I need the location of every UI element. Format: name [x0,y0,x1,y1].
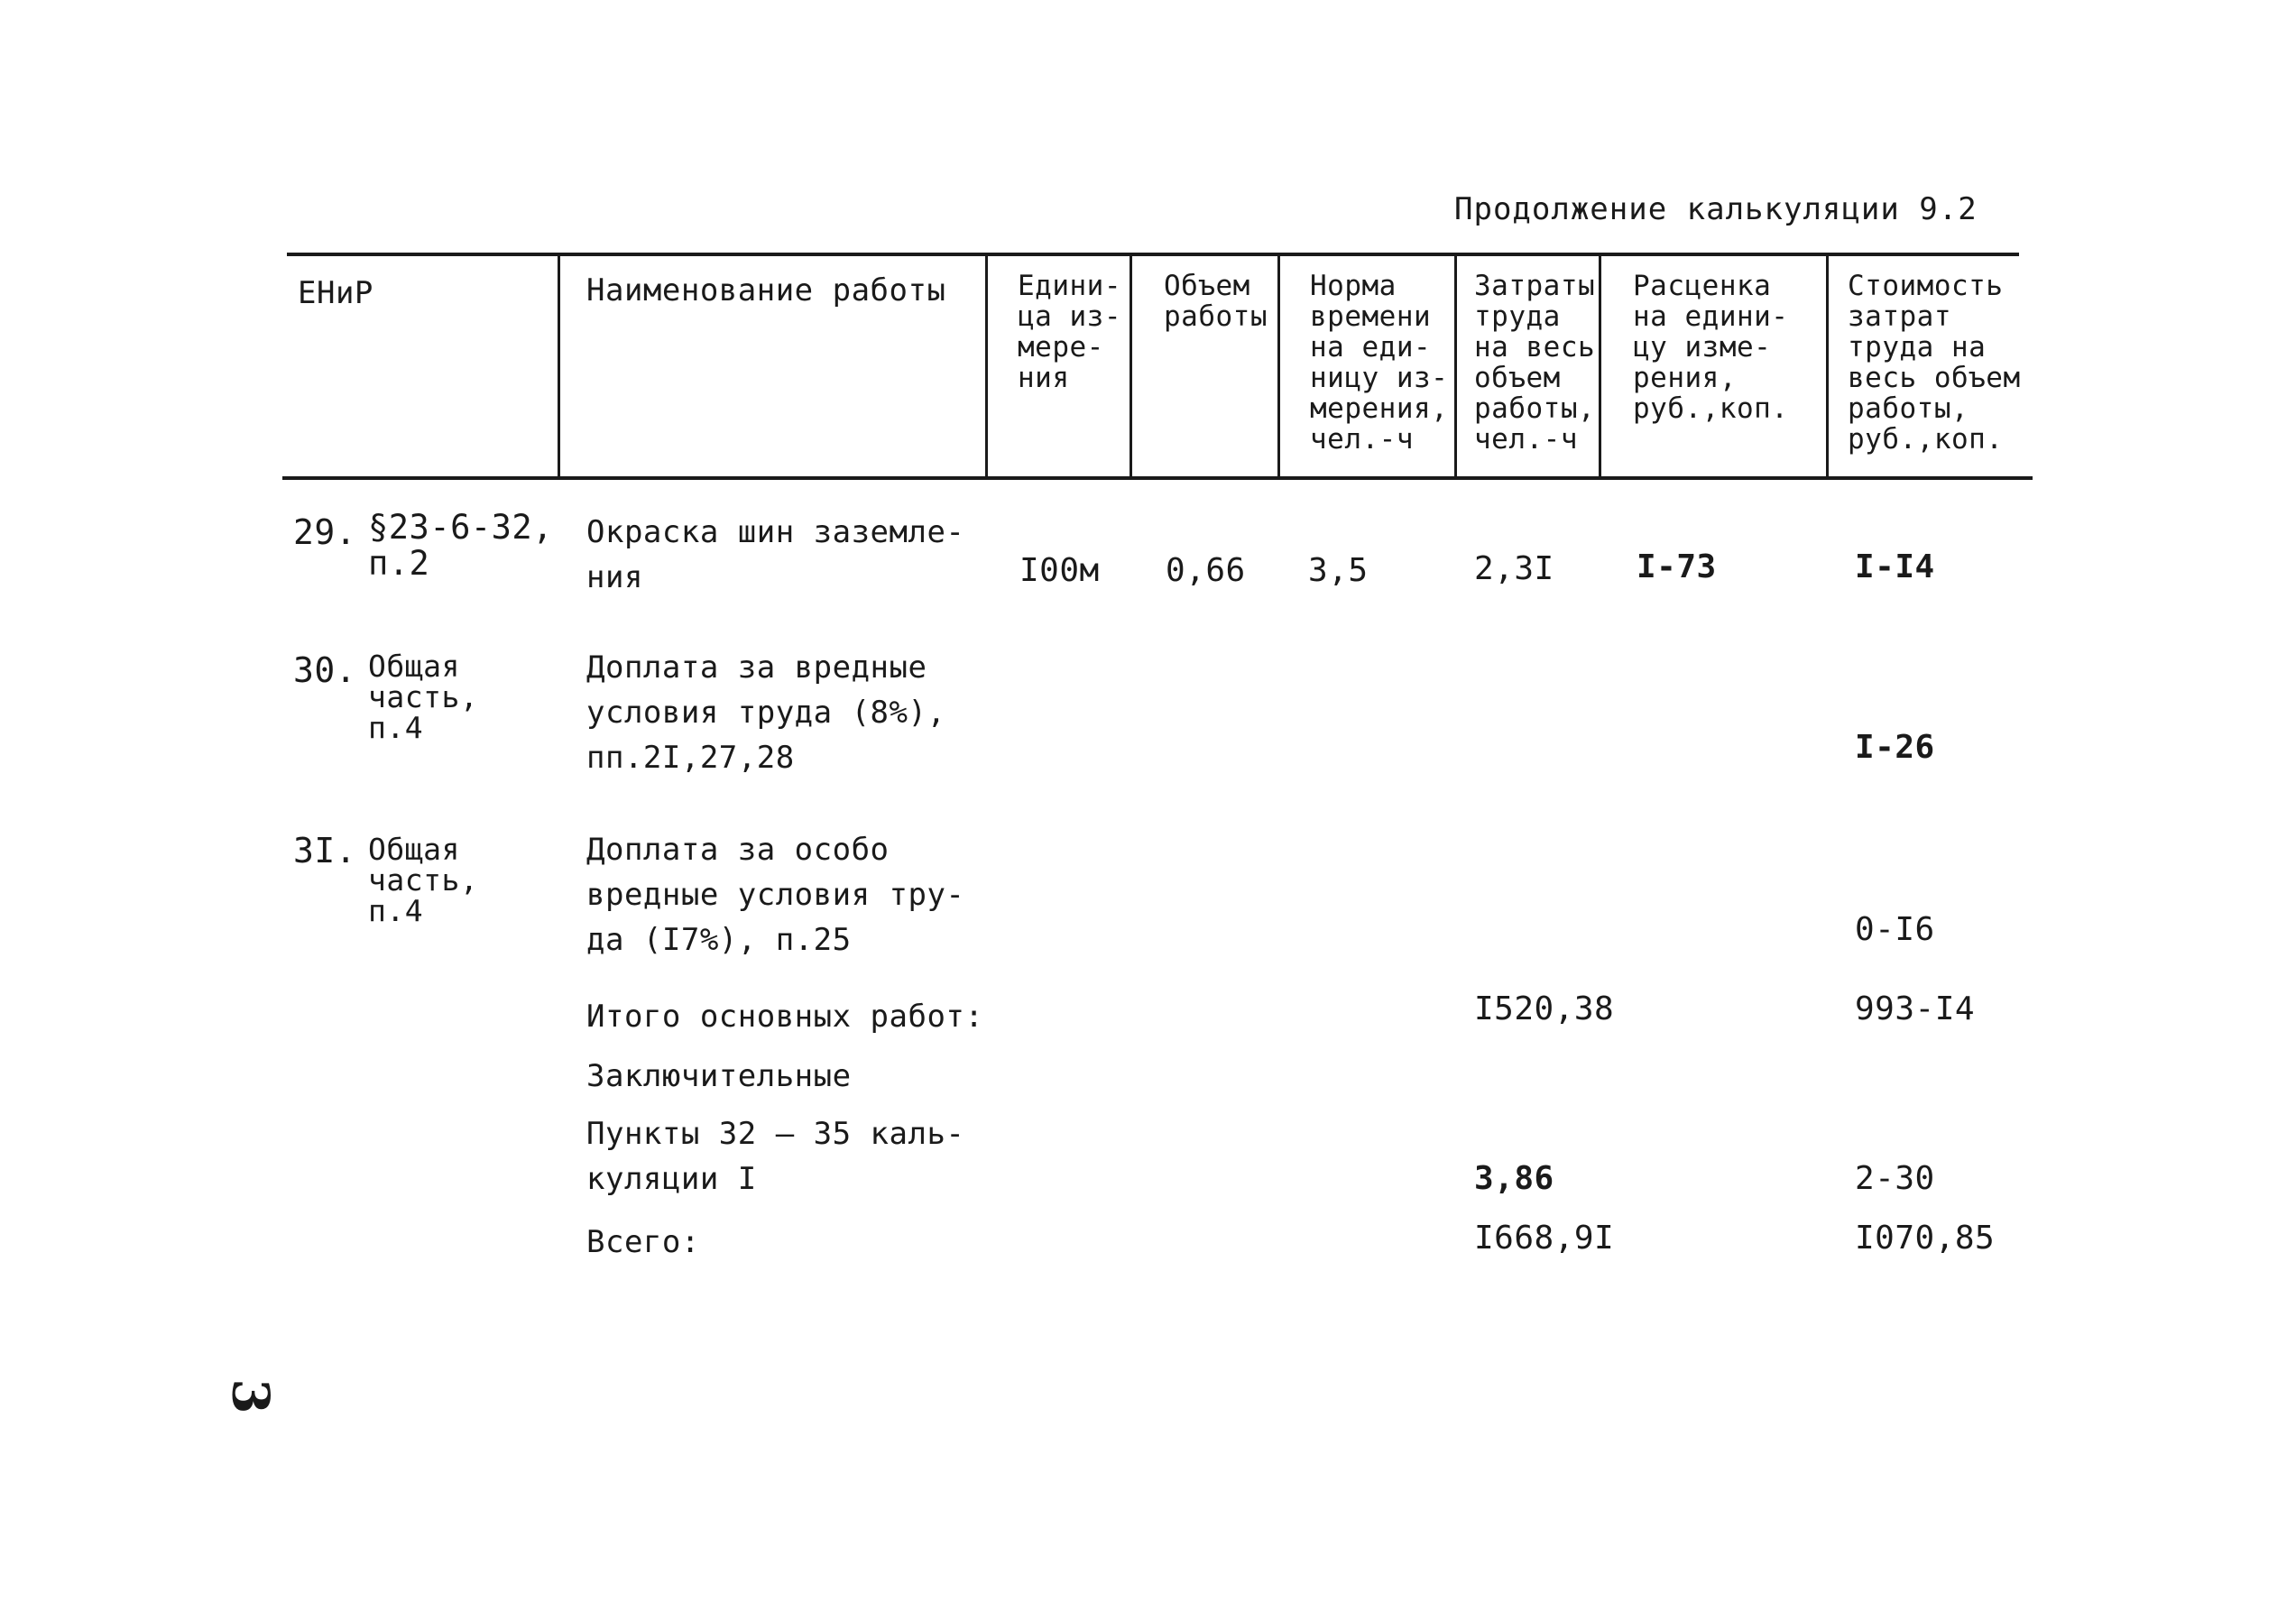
table-top-rule [287,253,2019,256]
main-works-labor: I520,38 [1474,990,1615,1027]
col-separator [1599,256,1601,478]
row-29-labor: 2,3I [1474,550,1554,587]
header-norm: Норма времени на еди- ницу из- мерения, чел.-ч [1310,270,1449,456]
header-cost: Стоимость затрат труда на весь объем работы, руб.,коп. [1848,270,2021,456]
header-enir: ЕНиР [298,275,373,311]
row-31-enir: Общая часть, п.4 [368,832,479,928]
header-volume: Объем работы [1164,270,1268,333]
row-29-enir: §23-6-32, п.2 [368,508,553,583]
row-29-unit: I00м [1019,552,1100,589]
header-rate: Расценка на едини- цу изме- рения, руб.,коп. [1633,270,1789,425]
total-labor: I668,9I [1474,1220,1615,1257]
row-31-name: Доплата за особо вредные условия тру- да (I7%), п.25 [586,832,965,958]
row-29-number: 29. [293,512,357,552]
row-29-volume: 0,66 [1166,552,1246,589]
row-31-number: 3I. [293,831,357,870]
row-30-number: 30. [293,650,357,690]
col-separator [1454,256,1457,478]
points-label: Пункты 32 — 35 каль- куляции I [586,1116,965,1197]
main-works-label: Итого основных работ: [586,999,984,1035]
header-name: Наименование работы [586,272,946,309]
col-separator [985,256,988,478]
col-separator [1277,256,1280,478]
row-30-cost: I-26 [1855,729,1935,766]
col-separator [1826,256,1829,478]
table-header-rule [282,476,2033,480]
row-30-enir: Общая часть, п.4 [368,649,479,745]
row-30-name: Доплата за вредные условия труда (8%), пп.2I,27,28 [586,649,946,776]
final-works-label: Заключительные [586,1058,852,1094]
col-separator [558,256,560,478]
total-label: Всего: [586,1224,700,1260]
row-29-norm: 3,5 [1308,552,1369,589]
main-works-cost: 993-I4 [1855,990,1976,1027]
points-cost: 2-30 [1855,1160,1935,1197]
header-labor: Затраты труда на весь объем работы, чел.-ч [1474,270,1596,456]
caption: Продолжение калькуляции 9.2 [1454,191,1978,227]
row-31-cost: 0-I6 [1855,911,1935,948]
page-number-mark: 3 [220,1378,281,1414]
row-29-name: Окраска шин заземле- ния [586,514,965,595]
col-separator [1130,256,1132,478]
points-labor: 3,86 [1474,1160,1554,1197]
total-cost: I070,85 [1855,1220,1996,1257]
row-29-rate: I-73 [1637,548,1717,585]
header-unit: Едини- ца из- мере- ния [1018,270,1121,394]
row-29-cost: I-I4 [1855,548,1935,585]
